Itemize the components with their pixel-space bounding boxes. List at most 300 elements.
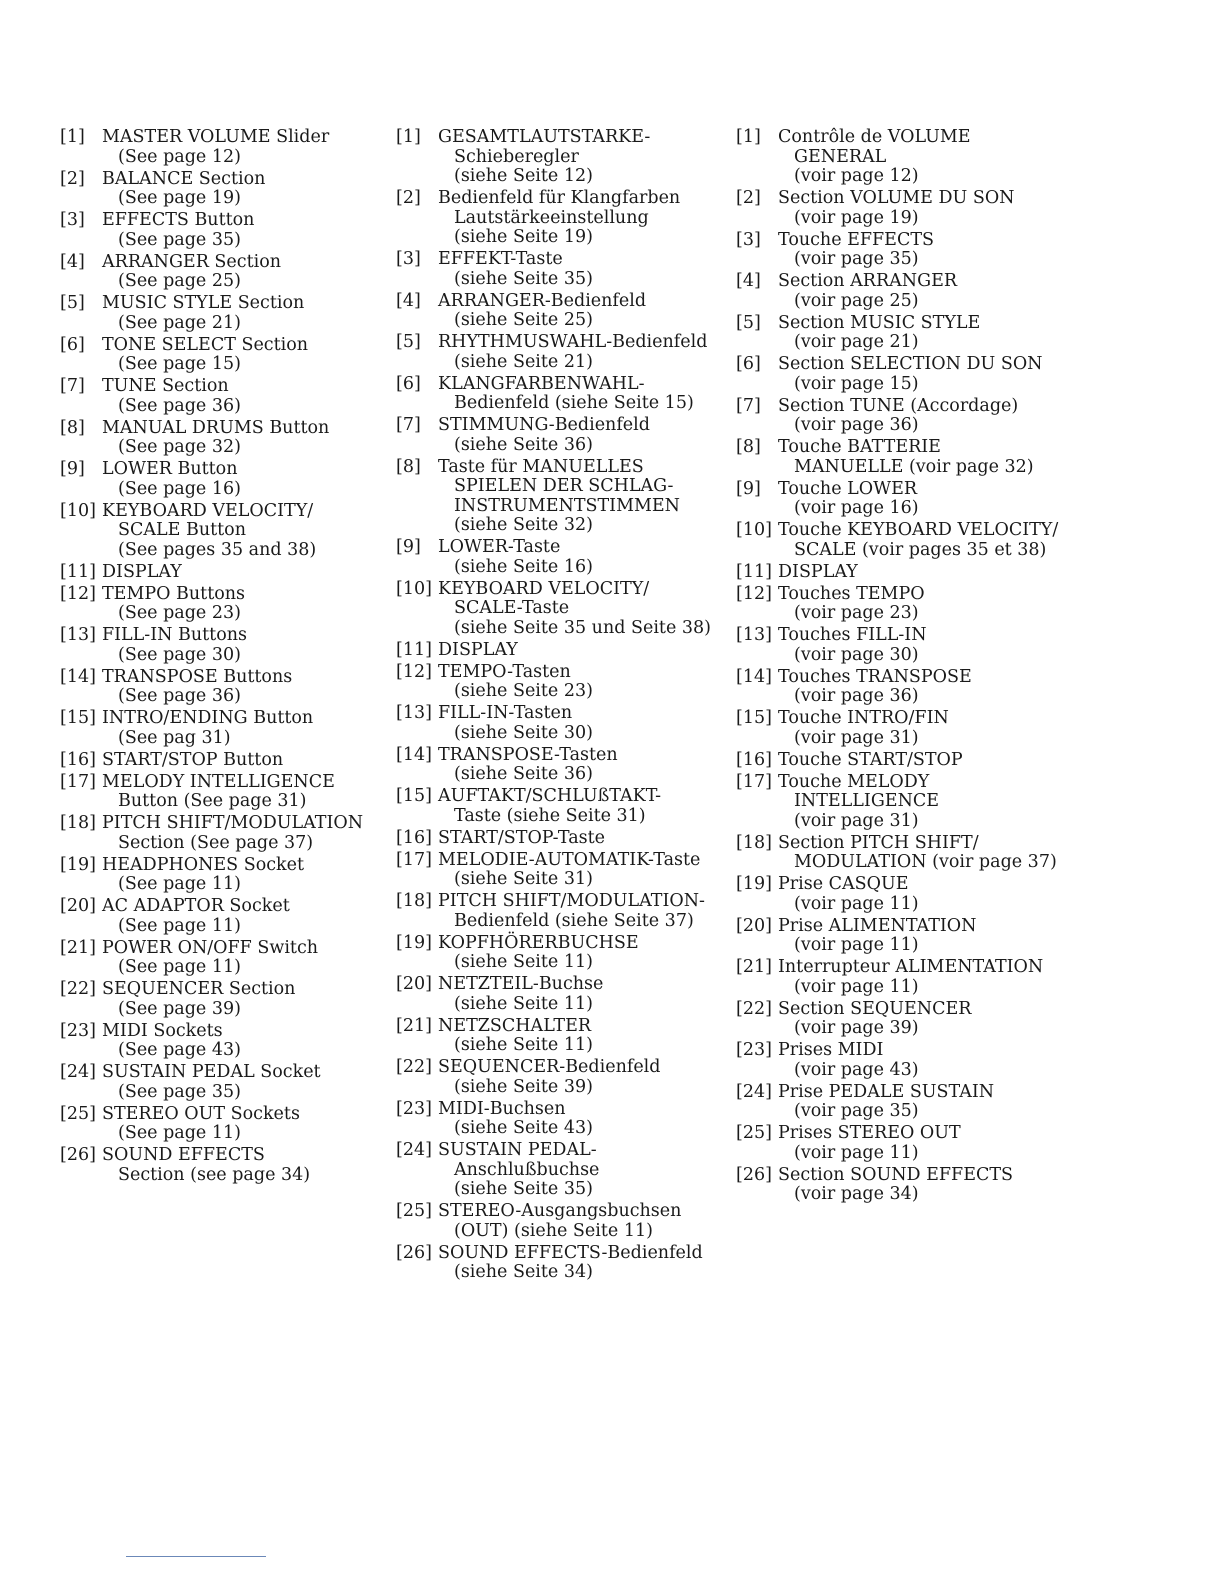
entry-number: [5] xyxy=(736,312,761,333)
entry-detail: (siehe Seite 39) xyxy=(454,1076,593,1097)
entry-text xyxy=(778,563,1066,583)
entry-text xyxy=(778,751,1066,771)
legend-entry xyxy=(396,663,716,702)
entry-number: [25] xyxy=(396,1201,432,1221)
entry-number: [23] xyxy=(396,1098,432,1119)
entry-number: [14] xyxy=(736,666,772,687)
entry-text xyxy=(102,170,380,209)
entry-text xyxy=(102,626,380,665)
entry-number: [2] xyxy=(60,168,85,189)
entry-number: [11] xyxy=(60,561,96,582)
legend-entry xyxy=(736,626,1066,665)
entry-detail: (voir page 43) xyxy=(794,1059,919,1080)
entry-detail: INSTRUMENTSTIMMEN xyxy=(454,495,680,516)
legend-entry xyxy=(396,538,716,577)
entry-label: SEQUENCER-Bedienfeld xyxy=(438,1057,661,1077)
legend-entry xyxy=(60,626,380,665)
entry-label: SOUND EFFECTS-Bedienfeld xyxy=(438,1242,703,1263)
entry-detail: Section (see page 34) xyxy=(118,1164,311,1185)
entry-text xyxy=(778,231,1066,270)
entry-detail: (siehe Seite 25) xyxy=(454,310,593,330)
entry-text xyxy=(438,1141,716,1200)
entry-text xyxy=(778,1041,1066,1080)
entry-detail: (siehe Seite 43) xyxy=(454,1118,593,1138)
entry-detail: SCALE-Taste xyxy=(454,598,570,618)
legend-entry xyxy=(396,1017,716,1056)
entry-detail: (See pag 31) xyxy=(118,727,231,748)
legend-entry xyxy=(736,875,1066,914)
entry-text xyxy=(438,292,716,331)
entry-detail: (See page 11) xyxy=(118,957,241,977)
entry-detail: (See pages 35 and 38) xyxy=(118,539,317,560)
entry-label: TONE SELECT Section xyxy=(102,334,309,355)
entry-label: MELODIE-AUTOMATIK-Taste xyxy=(438,849,701,870)
entry-number: [26] xyxy=(736,1164,772,1185)
entry-text xyxy=(438,580,716,639)
entry-label: STEREO OUT Sockets xyxy=(102,1103,300,1124)
entry-label: MANUAL DRUMS Button xyxy=(102,417,330,438)
entry-text xyxy=(438,1058,716,1097)
entry-text xyxy=(102,128,380,167)
entry-detail: (See page 16) xyxy=(118,478,241,499)
entry-detail: Section (See page 37) xyxy=(118,832,314,853)
legend-entry xyxy=(60,814,380,853)
entry-label: HEADPHONES Socket xyxy=(102,854,305,875)
entry-detail: (voir page 31) xyxy=(794,727,919,748)
entry-detail: (siehe Seite 35 und Seite 38) xyxy=(454,617,711,638)
entry-detail: (See page 12) xyxy=(118,146,241,167)
entry-text xyxy=(438,746,716,785)
entry-label: NETZSCHALTER xyxy=(438,1015,592,1036)
entry-number: [15] xyxy=(396,786,432,806)
entry-detail: (voir page 16) xyxy=(794,498,919,518)
legend-entry xyxy=(736,563,1066,583)
entry-detail: (siehe Seite 12) xyxy=(454,166,593,186)
entry-text xyxy=(102,856,380,895)
legend-entry xyxy=(736,668,1066,707)
entry-label: Touche LOWER xyxy=(778,478,918,499)
entry-label: SOUND EFFECTS xyxy=(102,1145,265,1165)
entry-label: PITCH SHIFT/MODULATION- xyxy=(438,891,705,911)
entry-text xyxy=(778,272,1066,311)
entry-label: LOWER-Taste xyxy=(438,537,561,557)
entry-label: Touche INTRO/FIN xyxy=(778,708,949,728)
entry-number: [19] xyxy=(396,932,432,953)
legend-entry xyxy=(736,314,1066,353)
entry-label: DISPLAY xyxy=(438,639,518,660)
legend-entry xyxy=(60,773,380,812)
entry-text xyxy=(102,980,380,1019)
legend-entry xyxy=(60,294,380,333)
entry-number: [24] xyxy=(736,1081,772,1102)
column-english xyxy=(60,128,380,1188)
entry-number: [8] xyxy=(396,456,421,477)
entry-text xyxy=(438,128,716,187)
legend-entry xyxy=(396,1141,716,1200)
entry-label: Section SOUND EFFECTS xyxy=(778,1164,1014,1185)
entry-label: Section PITCH SHIFT/ xyxy=(778,832,979,853)
entry-text xyxy=(438,250,716,289)
entry-number: [12] xyxy=(396,661,432,682)
entry-label: Touche MELODY xyxy=(778,771,930,792)
legend-entry xyxy=(396,851,716,890)
entry-text xyxy=(438,641,716,661)
entry-text xyxy=(438,1202,716,1241)
legend-entry xyxy=(396,829,716,849)
entry-number: [3] xyxy=(60,210,85,230)
entry-text xyxy=(438,1244,716,1283)
legend-entry xyxy=(396,292,716,331)
legend-entry xyxy=(396,746,716,785)
entry-label: MUSIC STYLE Section xyxy=(102,293,305,313)
entry-number: [11] xyxy=(396,639,432,660)
entry-detail: (siehe Seite 35) xyxy=(454,268,593,289)
entry-label: Section TUNE (Accordage) xyxy=(778,395,1019,416)
legend-entry xyxy=(736,773,1066,832)
legend-entry xyxy=(736,1000,1066,1039)
legend-entry xyxy=(60,253,380,292)
entry-detail: (See page 32) xyxy=(118,437,241,457)
entry-detail: GENERAL xyxy=(794,146,887,167)
legend-entry xyxy=(60,336,380,375)
entry-number: [1] xyxy=(396,127,421,147)
legend-entry xyxy=(60,377,380,416)
entry-detail: (See page 36) xyxy=(118,686,241,706)
entry-number: [17] xyxy=(736,771,772,792)
entry-label: EFFECTS Button xyxy=(102,210,255,230)
entry-label: Touche BATTERIE xyxy=(778,437,941,457)
entry-text xyxy=(778,585,1066,624)
entry-detail: Taste (siehe Seite 31) xyxy=(454,805,646,826)
legend-entry xyxy=(736,231,1066,270)
entry-text xyxy=(102,709,380,748)
entry-text xyxy=(438,375,716,414)
entry-number: [23] xyxy=(60,1020,96,1041)
entry-label: Touches TRANSPOSE xyxy=(778,666,972,687)
column-french xyxy=(736,128,1066,1207)
entry-text xyxy=(438,892,716,931)
entry-number: [25] xyxy=(60,1103,96,1124)
entry-detail: SCALE (voir pages 35 et 38) xyxy=(794,539,1047,560)
legend-entry xyxy=(60,170,380,209)
legend-entry xyxy=(60,897,380,936)
entry-label: ARRANGER Section xyxy=(102,251,282,272)
entry-label: Interrupteur ALIMENTATION xyxy=(778,957,1044,977)
entry-detail: (siehe Seite 30) xyxy=(454,722,593,743)
legend-entry xyxy=(60,668,380,707)
entry-text xyxy=(438,934,716,973)
entry-detail: (voir page 39) xyxy=(794,1018,919,1038)
entry-text xyxy=(102,773,380,812)
entry-label: DISPLAY xyxy=(778,561,858,582)
entry-detail: (siehe Seite 32) xyxy=(454,515,593,535)
entry-detail: (See page 11) xyxy=(118,915,241,936)
entry-detail: Button (See page 31) xyxy=(118,791,307,811)
entry-label: SEQUENCER Section xyxy=(102,979,296,999)
legend-entry xyxy=(60,1063,380,1102)
entry-number: [9] xyxy=(396,537,421,557)
entry-number: [9] xyxy=(60,459,85,479)
entry-number: [17] xyxy=(396,849,432,870)
entry-label: KLANGFARBENWAHL- xyxy=(438,373,645,394)
legend-entry xyxy=(60,1105,380,1144)
entry-text xyxy=(102,502,380,561)
entry-text xyxy=(102,253,380,292)
legend-entry xyxy=(736,397,1066,436)
entry-number: [7] xyxy=(736,395,761,416)
entry-label: SUSTAIN PEDAL- xyxy=(438,1140,597,1160)
legend-entry xyxy=(60,460,380,499)
entry-label: START/STOP-Taste xyxy=(438,827,606,848)
legend-entry xyxy=(396,1244,716,1283)
entry-number: [7] xyxy=(60,376,85,396)
entry-text xyxy=(102,1105,380,1144)
legend-entry xyxy=(60,856,380,895)
entry-detail: (voir page 12) xyxy=(794,166,919,186)
legend-entry xyxy=(736,1124,1066,1163)
entry-text xyxy=(102,585,380,624)
entry-text xyxy=(438,851,716,890)
entry-detail: (See page 19) xyxy=(118,188,241,208)
entry-number: [20] xyxy=(736,915,772,936)
legend-entry xyxy=(736,438,1066,477)
entry-text xyxy=(778,1166,1066,1205)
entry-label: FILL-IN Buttons xyxy=(102,625,247,645)
entry-label: Bedienfeld für Klangfarben xyxy=(438,188,681,208)
entry-number: [22] xyxy=(736,998,772,1019)
entry-number: [25] xyxy=(736,1123,772,1143)
legend-entry xyxy=(736,1041,1066,1080)
entry-text xyxy=(438,663,716,702)
entry-label: Contrôle de VOLUME xyxy=(778,127,971,147)
entry-number: [12] xyxy=(736,583,772,604)
legend-entry xyxy=(396,1100,716,1139)
entry-number: [18] xyxy=(60,813,96,833)
entry-number: [17] xyxy=(60,771,96,792)
entry-text xyxy=(438,538,716,577)
entry-number: [22] xyxy=(396,1057,432,1077)
entry-text xyxy=(102,814,380,853)
entry-label: Prises STEREO OUT xyxy=(778,1123,961,1143)
entry-detail: MODULATION (voir page 37) xyxy=(794,852,1057,872)
entry-text xyxy=(102,336,380,375)
entry-text xyxy=(102,751,380,771)
entry-detail: (voir page 21) xyxy=(794,332,919,352)
entry-detail: INTELLIGENCE xyxy=(794,791,940,811)
entry-label: FILL-IN-Tasten xyxy=(438,703,573,723)
entry-detail: (siehe Seite 11) xyxy=(454,993,593,1014)
entry-number: [10] xyxy=(396,578,432,599)
entry-label: MIDI Sockets xyxy=(102,1020,223,1041)
legend-entry xyxy=(736,272,1066,311)
entry-number: [14] xyxy=(60,666,96,687)
entry-label: Touches FILL-IN xyxy=(778,625,927,645)
entry-number: [10] xyxy=(736,520,772,540)
entry-text xyxy=(438,704,716,743)
entry-text xyxy=(102,294,380,333)
entry-number: [24] xyxy=(60,1062,96,1082)
entry-detail: Anschlußbuchse xyxy=(454,1159,600,1180)
entry-number: [4] xyxy=(736,271,761,291)
entry-label: KEYBOARD VELOCITY/ xyxy=(438,578,650,599)
entry-text xyxy=(102,419,380,458)
entry-number: [10] xyxy=(60,500,96,521)
entry-text xyxy=(438,189,716,248)
entry-number: [26] xyxy=(60,1145,96,1165)
legend-entry xyxy=(60,419,380,458)
entry-text xyxy=(778,958,1066,997)
entry-text xyxy=(438,975,716,1014)
entry-detail: (voir page 31) xyxy=(794,810,919,831)
entry-label: KEYBOARD VELOCITY/ xyxy=(102,500,314,521)
entry-number: [15] xyxy=(60,708,96,728)
entry-text xyxy=(778,709,1066,748)
legend-entry xyxy=(396,375,716,414)
entry-number: [21] xyxy=(736,957,772,977)
entry-text xyxy=(102,1022,380,1061)
entry-text xyxy=(778,1000,1066,1039)
legend-entry xyxy=(396,704,716,743)
entry-number: [16] xyxy=(396,827,432,848)
legend-entry xyxy=(736,585,1066,624)
entry-detail: (See page 39) xyxy=(118,998,241,1019)
entry-detail: (voir page 11) xyxy=(794,1142,919,1163)
entry-text xyxy=(438,829,716,849)
entry-text xyxy=(438,787,716,826)
entry-detail: (See page 11) xyxy=(118,1123,241,1143)
legend-entry xyxy=(736,1166,1066,1205)
entry-detail: (siehe Seite 11) xyxy=(454,1035,593,1055)
entry-text xyxy=(778,668,1066,707)
entry-detail: (voir page 36) xyxy=(794,686,919,706)
entry-detail: (See page 15) xyxy=(118,354,241,374)
legend-entry xyxy=(736,480,1066,519)
entry-detail: (See page 43) xyxy=(118,1040,241,1060)
entry-detail: (voir page 25) xyxy=(794,290,919,311)
entry-label: Touche EFFECTS xyxy=(778,229,934,250)
entry-label: RHYTHMUSWAHL-Bedienfeld xyxy=(438,332,708,352)
entry-label: TEMPO Buttons xyxy=(102,583,246,604)
entry-label: TRANSPOSE-Tasten xyxy=(438,744,618,765)
entry-text xyxy=(102,939,380,978)
entry-text xyxy=(102,563,380,583)
entry-label: Section SEQUENCER xyxy=(778,998,972,1019)
legend-entry xyxy=(60,1146,380,1185)
entry-label: Section MUSIC STYLE xyxy=(778,312,981,333)
entry-label: EFFEKT-Taste xyxy=(438,249,563,269)
legend-entry xyxy=(60,939,380,978)
entry-text xyxy=(102,668,380,707)
legend-entry xyxy=(736,709,1066,748)
entry-text xyxy=(102,897,380,936)
entry-label: SUSTAIN PEDAL Socket xyxy=(102,1062,321,1082)
legend-entry xyxy=(396,580,716,639)
entry-detail: (See page 25) xyxy=(118,271,241,291)
entry-number: [5] xyxy=(396,332,421,352)
entry-detail: (siehe Seite 36) xyxy=(454,764,593,784)
legend-entry xyxy=(396,1202,716,1241)
entry-text xyxy=(778,397,1066,436)
entry-label: Section ARRANGER xyxy=(778,271,958,291)
legend-entry xyxy=(396,458,716,536)
entry-detail: (See page 35) xyxy=(118,1081,241,1102)
entry-label: Taste für MANUELLES xyxy=(438,456,644,477)
legend-entry xyxy=(396,1058,716,1097)
entry-number: [13] xyxy=(736,625,772,645)
entry-detail: SPIELEN DER SCHLAG- xyxy=(454,476,674,496)
entry-number: [15] xyxy=(736,708,772,728)
entry-number: [1] xyxy=(736,127,761,147)
entry-number: [6] xyxy=(736,354,761,374)
entry-detail: (siehe Seite 34) xyxy=(454,1262,593,1282)
entry-number: [8] xyxy=(60,417,85,438)
legend-entry xyxy=(396,787,716,826)
entry-text xyxy=(778,1124,1066,1163)
legend-entry xyxy=(736,521,1066,560)
entry-number: [26] xyxy=(396,1242,432,1263)
entry-label: NETZTEIL-Buchse xyxy=(438,974,604,994)
entry-number: [19] xyxy=(60,854,96,875)
legend-entry xyxy=(396,641,716,661)
legend-entry xyxy=(396,975,716,1014)
legend-entry xyxy=(736,751,1066,771)
entry-label: POWER ON/OFF Switch xyxy=(102,937,319,958)
entry-number: [13] xyxy=(396,703,432,723)
legend-entry xyxy=(736,355,1066,394)
entry-label: Prise ALIMENTATION xyxy=(778,915,977,936)
entry-number: [16] xyxy=(736,749,772,770)
entry-number: [18] xyxy=(736,832,772,853)
entry-label: AC ADAPTOR Socket xyxy=(102,896,290,916)
entry-text xyxy=(778,834,1066,873)
entry-detail: Schieberegler xyxy=(454,146,579,167)
entry-text xyxy=(778,1083,1066,1122)
entry-number: [3] xyxy=(396,249,421,269)
entry-detail: (OUT) (siehe Seite 11) xyxy=(454,1220,653,1241)
entry-number: [21] xyxy=(60,937,96,958)
entry-number: [12] xyxy=(60,583,96,604)
entry-detail: (voir page 11) xyxy=(794,935,919,955)
entry-text xyxy=(778,314,1066,353)
entry-text xyxy=(438,458,716,536)
entry-detail: (voir page 35) xyxy=(794,249,919,269)
entry-label: STIMMUNG-Bedienfeld xyxy=(438,415,650,435)
entry-detail: (siehe Seite 36) xyxy=(454,434,593,455)
entry-detail: (voir page 30) xyxy=(794,644,919,665)
legend-entry xyxy=(396,333,716,372)
entry-label: MIDI-Buchsen xyxy=(438,1098,566,1119)
entry-number: [20] xyxy=(396,974,432,994)
entry-label: STEREO-Ausgangsbuchsen xyxy=(438,1201,682,1221)
entry-text xyxy=(778,521,1066,560)
entry-label: TRANSPOSE Buttons xyxy=(102,666,293,687)
legend-entry xyxy=(60,211,380,250)
legend-entry xyxy=(736,1083,1066,1122)
legend-entry xyxy=(60,1022,380,1061)
entry-text xyxy=(778,189,1066,228)
entry-number: [19] xyxy=(736,874,772,894)
entry-detail: (See page 35) xyxy=(118,229,241,250)
entry-detail: (See page 36) xyxy=(118,395,241,416)
entry-detail: Bedienfeld (siehe Seite 37) xyxy=(454,910,694,931)
entry-label: INTRO/ENDING Button xyxy=(102,708,314,728)
entry-number: [23] xyxy=(736,1040,772,1060)
entry-detail: (siehe Seite 35) xyxy=(454,1179,593,1199)
entry-number: [22] xyxy=(60,979,96,999)
entry-label: BALANCE Section xyxy=(102,168,266,189)
entry-detail: (voir page 23) xyxy=(794,603,919,623)
entry-label: TEMPO-Tasten xyxy=(438,661,571,682)
